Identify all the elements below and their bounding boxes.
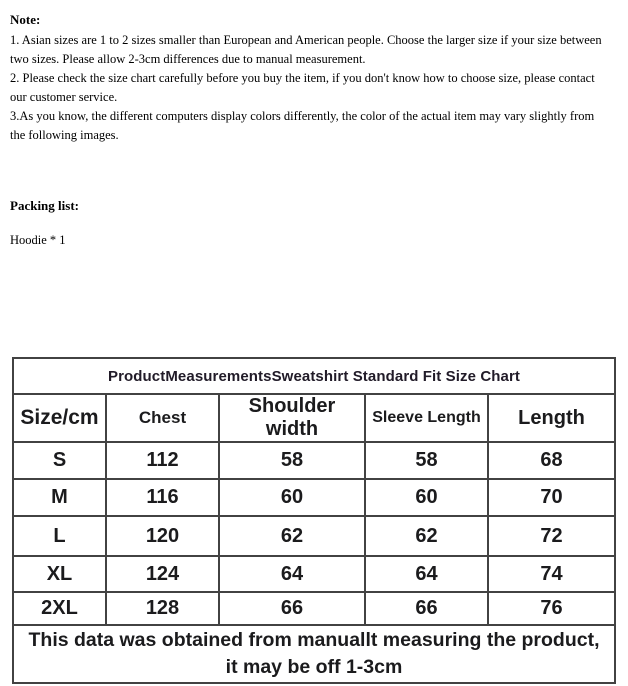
- footnote-line-2: it may be off 1-3cm: [225, 656, 403, 678]
- measurement-cell: 62: [365, 516, 488, 556]
- measurement-cell: 128: [106, 592, 219, 625]
- size-cell: M: [13, 479, 106, 516]
- size-cell: L: [13, 516, 106, 556]
- measurement-cell: 70: [488, 479, 615, 516]
- packing-list-heading: Packing list:: [10, 198, 79, 213]
- size-chart-header-row: [13, 394, 615, 442]
- measurement-cell: 64: [365, 556, 488, 592]
- packing-list-item: Hoodie * 1: [10, 233, 66, 247]
- measurement-cell: 62: [219, 516, 365, 556]
- measurement-cell: 72: [488, 516, 615, 556]
- note-line: our customer service.: [10, 90, 118, 104]
- measurement-cell: 66: [365, 592, 488, 625]
- measurement-cell: 66: [219, 592, 365, 625]
- measurement-cell: 60: [219, 479, 365, 516]
- footnote-line-1: This data was obtained from manuallt measuring the product,: [28, 629, 600, 651]
- note-line: 2. Please check the size chart carefully before you buy the item, if you don't know how to choose size, please contact: [10, 71, 595, 85]
- measurement-cell: 76: [488, 592, 615, 625]
- size-chart-footnote: [13, 625, 615, 683]
- measurement-cell: 120: [106, 516, 219, 556]
- measurement-cell: 58: [219, 442, 365, 479]
- note-line: the following images.: [10, 128, 119, 142]
- note-line: 3.As you know, the different computers display colors differently, the color of the actual item may vary slightly from: [10, 109, 595, 123]
- size-chart-table: [12, 357, 616, 684]
- measurement-cell: 58: [365, 442, 488, 479]
- measurement-cell: 64: [219, 556, 365, 592]
- note-line: two sizes. Please allow 2-3cm differences due to manual measurement.: [10, 52, 366, 66]
- size-cell: S: [13, 442, 106, 479]
- size-chart-title-row: [13, 358, 615, 394]
- note-heading: Note:: [10, 12, 41, 27]
- size-cell: XL: [13, 556, 106, 592]
- measurement-cell: 116: [106, 479, 219, 516]
- measurement-cell: 68: [488, 442, 615, 479]
- note-section: [0, 0, 628, 145]
- measurement-cell: 112: [106, 442, 219, 479]
- note-text: [10, 31, 628, 145]
- size-row-2xl: [13, 592, 615, 625]
- column-header-sleeve-length: Sleeve Length: [365, 394, 488, 442]
- size-chart-footnote-row: [13, 625, 615, 683]
- column-header-length: Length: [488, 394, 615, 442]
- column-header-size-cm: Size/cm: [13, 394, 106, 442]
- size-row-l: [13, 516, 615, 556]
- size-chart-title: ProductMeasurementsSweatshirt Standard Fit Size Chart: [13, 358, 615, 394]
- size-row-m: [13, 479, 615, 516]
- column-header-chest: Chest: [106, 394, 219, 442]
- measurement-cell: 124: [106, 556, 219, 592]
- note-line: 1. Asian sizes are 1 to 2 sizes smaller than European and American people. Choose the larger size if your size between: [10, 33, 602, 47]
- size-cell: 2XL: [13, 592, 106, 625]
- measurement-cell: 74: [488, 556, 615, 592]
- measurement-cell: 60: [365, 479, 488, 516]
- column-header-shoulder-width: Shoulder width: [219, 394, 365, 442]
- size-row-s: [13, 442, 615, 479]
- size-row-xl: [13, 556, 615, 592]
